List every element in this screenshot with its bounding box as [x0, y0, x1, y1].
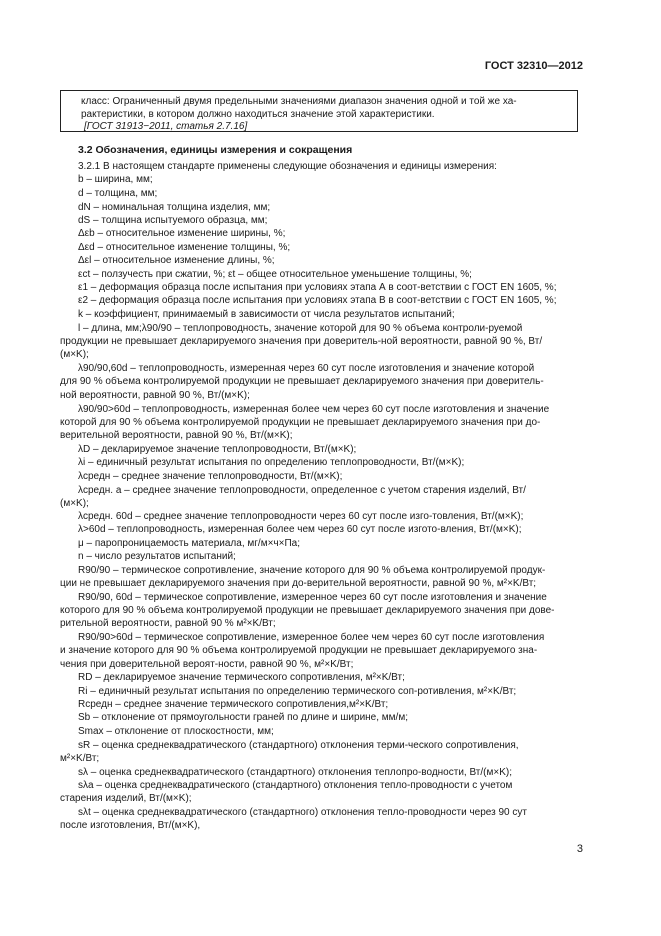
- text-line: k – коэффициент, принимаемый в зависимости от числа результатов испытаний;: [78, 309, 455, 320]
- text-line: ной вероятности, равной 90 %, Вт/(м×K);: [60, 390, 250, 401]
- text-line: dN – номинальная толщина изделия, мм;: [78, 202, 271, 213]
- text-line: sλa – оценка среднеквадратического (стандартного) отклонения тепло-проводности с учетом: [78, 780, 513, 791]
- text-line: Δεd – относительное изменение толщины, %;: [78, 242, 291, 253]
- page-number: 3: [576, 843, 583, 855]
- definition-line-1: класс: Ограниченный двумя предельными значениями диапазон значения одной и той же ха-: [81, 96, 517, 107]
- definition-text: [81, 95, 575, 121]
- text-line: рительной вероятности, равной 90 % м²×K/Вт;: [60, 618, 276, 629]
- text-line: 3.2.1 В настоящем стандарте применены следующие обозначения и единицы измерения:: [78, 161, 497, 172]
- text-line: sR – оценка среднеквадратического (стандартного) отклонения терми-ческого сопротивления,: [78, 740, 519, 751]
- text-line: λсредн – среднее значение теплопроводности, Вт/(м×K);: [78, 471, 343, 482]
- text-line: старения изделий, Вт/(м×K);: [60, 793, 192, 804]
- text-line: которого для 90 % объема контролируемой продукции не превышает декларируемого значения при дове-: [60, 605, 555, 616]
- definition-reference: [ГОСТ 31913−2011, статья 2.7.16]: [84, 121, 248, 132]
- text-line: после изготовления, Вт/(м×K),: [60, 820, 201, 831]
- text-line: λ90/90>60d – теплопроводность, измеренная более чем через 60 сут после изготовления и значение: [78, 404, 550, 415]
- text-line: λсредн. а – среднее значение теплопроводности, определенное с учетом старения изделий, Вт/: [78, 485, 526, 496]
- text-line: λсредн. 60d – среднее значение теплопроводности через 60 сут после изго-товления, Вт/(м×K);: [78, 511, 524, 522]
- text-line: sλ – оценка среднеквадратического (стандартного) отклонения теплопро-водности, Вт/(м×K);: [78, 767, 512, 778]
- section-title: 3.2 Обозначения, единицы измерения и сокращения: [78, 144, 353, 156]
- text-line: εct – ползучесть при сжатии, %; εt – общее относительное уменьшение толщины, %;: [78, 269, 472, 280]
- text-line: Rсредн – среднее значение термического сопротивления,м²×K/Вт;: [78, 699, 389, 710]
- text-line: λi – единичный результат испытания по определению теплопроводности, Вт/(м×K);: [78, 457, 465, 468]
- text-line: ции не превышает декларируемого значения при до-верительной вероятности, равной 90 %, м²×K/Вт;: [60, 578, 537, 589]
- text-line: λ>60d – теплопроводность, измеренная более чем через 60 сут после изгото-вления, Вт/(м×K);: [78, 524, 522, 535]
- text-line: и значение которого для 90 % объема контролируемой продукции не превышает декларируемого зна-: [60, 645, 538, 656]
- text-line: Δεl – относительное изменение длины, %;: [78, 255, 275, 266]
- text-line: которой для 90 % объема контролируемой продукции не превышает декларируемого значения при до-: [60, 417, 541, 428]
- text-line: λD – декларируемое значение теплопроводности, Вт/(м×K);: [78, 444, 357, 455]
- text-line: Δεb – относительное изменение ширины, %;: [78, 228, 286, 239]
- text-line: l – длина, мм;λ90/90 – теплопроводность, значение которой для 90 % объема контроли-руемой: [78, 323, 523, 334]
- text-line: верительной вероятности, равной 90 %, Вт/(м×K);: [60, 430, 293, 441]
- text-line: (м×K);: [60, 498, 89, 509]
- text-line: d – толщина, мм;: [78, 188, 158, 199]
- text-line: RD – декларируемое значение термического сопротивления, м²×K/Вт;: [78, 672, 405, 683]
- text-line: м²×K/Вт;: [60, 753, 100, 764]
- text-line: Sb – отклонение от прямоугольности граней по длине и ширине, мм/м;: [78, 712, 408, 723]
- document-code: ГОСТ 32310—2012: [484, 60, 583, 72]
- text-line: R90/90 – термическое сопротивление, значение которого для 90 % объема контролируемой продук-: [78, 565, 546, 576]
- text-line: μ – паропроницаемость материала, мг/м×ч×Па;: [78, 538, 300, 549]
- text-line: Ri – единичный результат испытания по определению термического соп-ротивления, м²×K/Вт;: [78, 686, 517, 697]
- text-line: продукции не превышает декларируемого значения при доверитель-ной вероятности, равной 90 %, Вт/: [60, 336, 543, 347]
- definition-line-2: рактеристики, в котором должно находиться значение этой характеристики.: [81, 109, 435, 120]
- text-line: ε2 – деформация образца после испытания при условиях этапа В в соот-ветствии с ГОСТ EN 1605, %;: [78, 295, 557, 306]
- text-line: R90/90, 60d – термическое сопротивление, измеренное через 60 сут после изготовления и значение: [78, 592, 547, 603]
- text-line: (м×K);: [60, 349, 89, 360]
- text-line: чения при доверительной вероят-ности, равной 90 %, м²×K/Вт;: [60, 659, 354, 670]
- definition-box: [60, 90, 578, 132]
- text-line: b – ширина, мм;: [78, 174, 153, 185]
- text-line: sλt – оценка среднеквадратического (стандартного) отклонения тепло-проводности через 90 сут: [78, 807, 527, 818]
- text-line: λ90/90,60d – теплопроводность, измеренная через 60 сут после изготовления и значение которой: [78, 363, 535, 374]
- text-line: dS – толщина испытуемого образца, мм;: [78, 215, 268, 226]
- text-line: для 90 % объема контролируемой продукции не превышает декларируемого значения при доверитель-: [60, 376, 544, 387]
- text-line: ε1 – деформация образца после испытания при условиях этапа А в соот-ветствии с ГОСТ EN 1605, %;: [78, 282, 557, 293]
- text-line: Smax – отклонение от плоскостности, мм;: [78, 726, 274, 737]
- text-line: R90/90>60d – термическое сопротивление, измеренное более чем через 60 сут после изготовления: [78, 632, 545, 643]
- text-line: n – число результатов испытаний;: [78, 551, 236, 562]
